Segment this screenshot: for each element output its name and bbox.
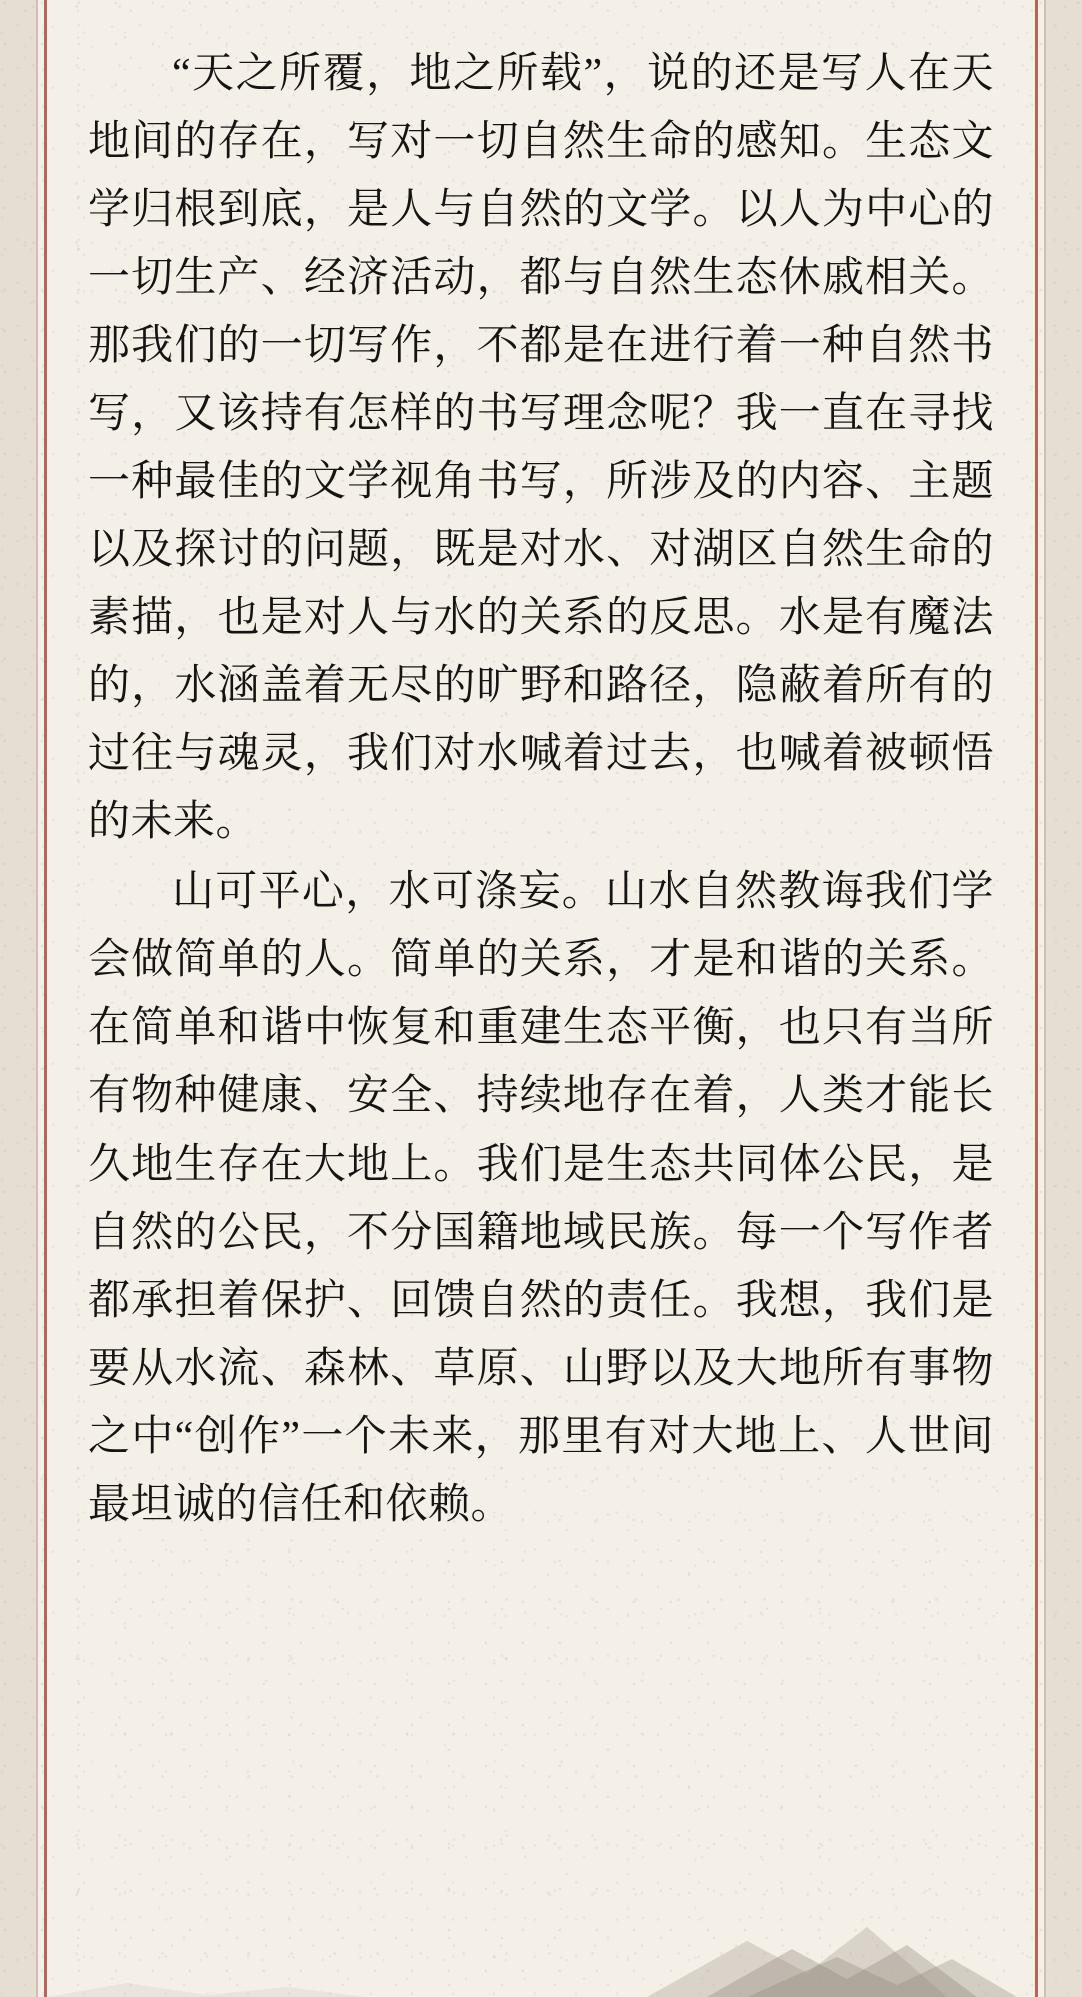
left-border-rule: [44, 0, 47, 1997]
paragraph-2: 山可平心，水可涤妄。山水自然教诲我们学会做简单的人。简单的关系，才是和谐的关系。在简单和谐中恢复和重建生态平衡，也只有当所有物种健康、安全、持续地存在着，人类才能长久地生存在大地上。我们是生态共同体公民，是自然的公民，不分国籍地域民族。每一个写作者都承担着保护、回馈自然的责任。我想，我们是要从水流、森林、草原、山野以及大地所有事物之中“创作”一个未来，那里有对大地上、人世间最坦诚的信任和依赖。: [88, 869, 994, 1528]
paragraph-1: “天之所覆，地之所载”，说的还是写人在天地间的存在，写对一切自然生命的感知。生态文学归根到底，是人与自然的文学。以人为中心的一切生产、经济活动，都与自然生态休戚相关。那我们的一切写作，不都是在进行着一种自然书写，又该持有怎样的书写理念呢？我一直在寻找一种最佳的文学视角书写，所涉及的内容、主题以及探讨的问题，既是对水、对湖区自然生命的素描，也是对人与水的关系的反思。水是有魔法的，水涵盖着无尽的旷野和路径，隐蔽着所有的过往与魂灵，我们对水喊着过去，也喊着被顿悟的未来。: [88, 51, 994, 846]
left-outer-rule: [36, 0, 38, 1997]
right-margin-band: [1046, 0, 1082, 1997]
left-margin-band: [0, 0, 36, 1997]
article-content-area: [60, 0, 1022, 1997]
article-body: [88, 40, 994, 1539]
right-outer-rule: [1044, 0, 1046, 1997]
right-border-rule: [1035, 0, 1038, 1997]
